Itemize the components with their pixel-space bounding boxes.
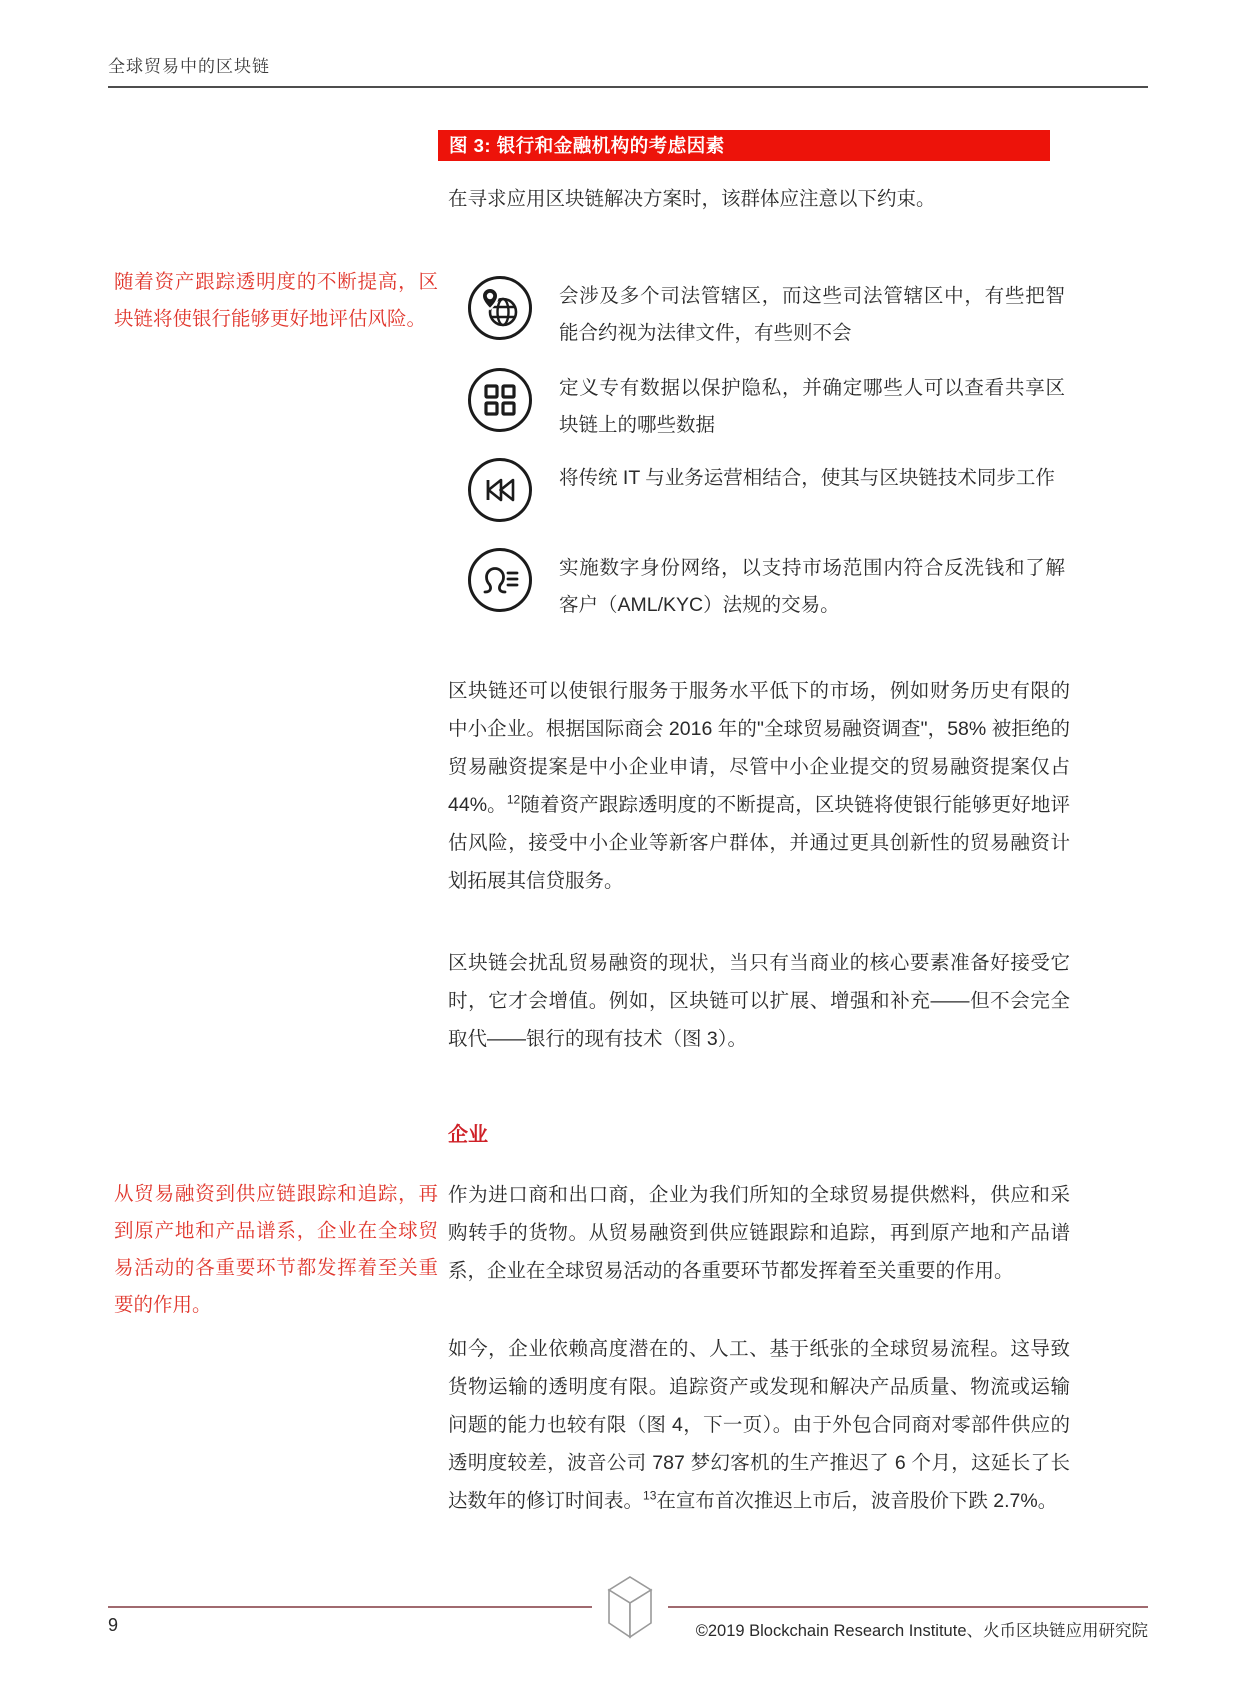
body-paragraph-disruption: 区块链会扰乱贸易融资的现状，当只有当商业的核心要素准备好接受它时，它才会增值。例如，区块链可以扩展、增强和补充——但不会完全取代——银行的现有技术（图 3）。 xyxy=(448,952,1070,1050)
consideration-text: 将传统 IT 与业务运营相结合，使其与区块链技术同步工作 xyxy=(559,467,1055,489)
consideration-row xyxy=(468,276,1068,352)
footnote-ref-12: 12 xyxy=(506,792,521,807)
footnote-ref-13: 13 xyxy=(643,1488,657,1503)
intro-text: 在寻求应用区块链解决方案时，该群体应注意以下约束。 xyxy=(448,188,936,210)
grid-squares-icon xyxy=(468,368,532,432)
consideration-row xyxy=(468,368,1068,444)
consideration-row xyxy=(468,548,1068,624)
rewind-icon xyxy=(468,458,532,522)
figure-3-banner: 图 3: 银行和金融机构的考虑因素 xyxy=(438,130,1050,161)
body-paragraph-sme-finance xyxy=(448,672,1070,900)
paragraph-text: 在宣布首次推迟上市后，波音股价下跌 2.7%。 xyxy=(656,1490,1058,1512)
paragraph-text: 随着资产跟踪透明度的不断提高，区块链将使银行能够更好地评估风险，接受中小企业等新客户群体，并通过更具创新性的贸易融资计划拓展其信贷服务。 xyxy=(448,794,1070,892)
globe-pin-icon xyxy=(468,276,532,340)
footer-divider-right xyxy=(668,1606,1148,1608)
paragraph-text: 如今，企业依赖高度潜在的、人工、基于纸张的全球贸易流程。这导致货物运输的透明度有限。追踪资产或发现和解决产品质量、物流或运输问题的能力也较有限（图 4，下一页）。由于外包合同商对零部件供应的透明度较差，波音公司 787 梦幻客机的生产推迟了 6 个月，这延长了长达数年的修订时间表。 xyxy=(448,1338,1070,1512)
copyright-notice: ©2019 Blockchain Research Institute、火币区块链应用研究院 xyxy=(695,1622,1148,1640)
body-paragraph-importers: 作为进口商和出口商，企业为我们所知的全球贸易提供燃料，供应和采购转手的货物。从贸易融资到供应链跟踪和追踪，再到原产地和产品谱系，企业在全球贸易活动的各重要环节都发挥着至关重要的作用。 xyxy=(448,1184,1070,1282)
running-header-title: 全球贸易中的区块链 xyxy=(108,57,270,76)
consideration-text: 会涉及多个司法管辖区，而这些司法管辖区中，有些把智能合约视为法律文件，有些则不会 xyxy=(559,285,1065,344)
consideration-text: 定义专有数据以保护隐私，并确定哪些人可以查看共享区块链上的哪些数据 xyxy=(559,377,1065,436)
body-paragraph-paper-processes xyxy=(448,1330,1070,1520)
paragraph-text: 区块链还可以使银行服务于服务水平低下的市场，例如财务历史有限的中小企业。根据国际商会 2016 年的"全球贸易融资调查"，58% 被拒绝的贸易融资提案是中小企业申请，尽管中小企业提交的贸易融资提案仅占 44%。 xyxy=(448,680,1070,816)
sidebar-pullquote-banks: 随着资产跟踪透明度的不断提高，区块链将使银行能够更好地评估风险。 xyxy=(114,271,438,330)
consideration-text: 实施数字身份网络，以支持市场范围内符合反洗钱和了解客户（AML/KYC）法规的交易。 xyxy=(559,557,1065,616)
footer-divider-left xyxy=(108,1606,592,1608)
header-divider xyxy=(108,86,1148,88)
section-heading-enterprise: 企业 xyxy=(448,1124,488,1146)
cube-logo-icon xyxy=(604,1574,656,1640)
consideration-row xyxy=(468,458,1068,522)
page-number: 9 xyxy=(108,1615,119,1635)
identity-icon xyxy=(468,548,532,612)
sidebar-pullquote-enterprise: 从贸易融资到供应链跟踪和追踪，再到原产地和产品谱系，企业在全球贸易活动的各重要环节都发挥着至关重要的作用。 xyxy=(114,1183,438,1316)
